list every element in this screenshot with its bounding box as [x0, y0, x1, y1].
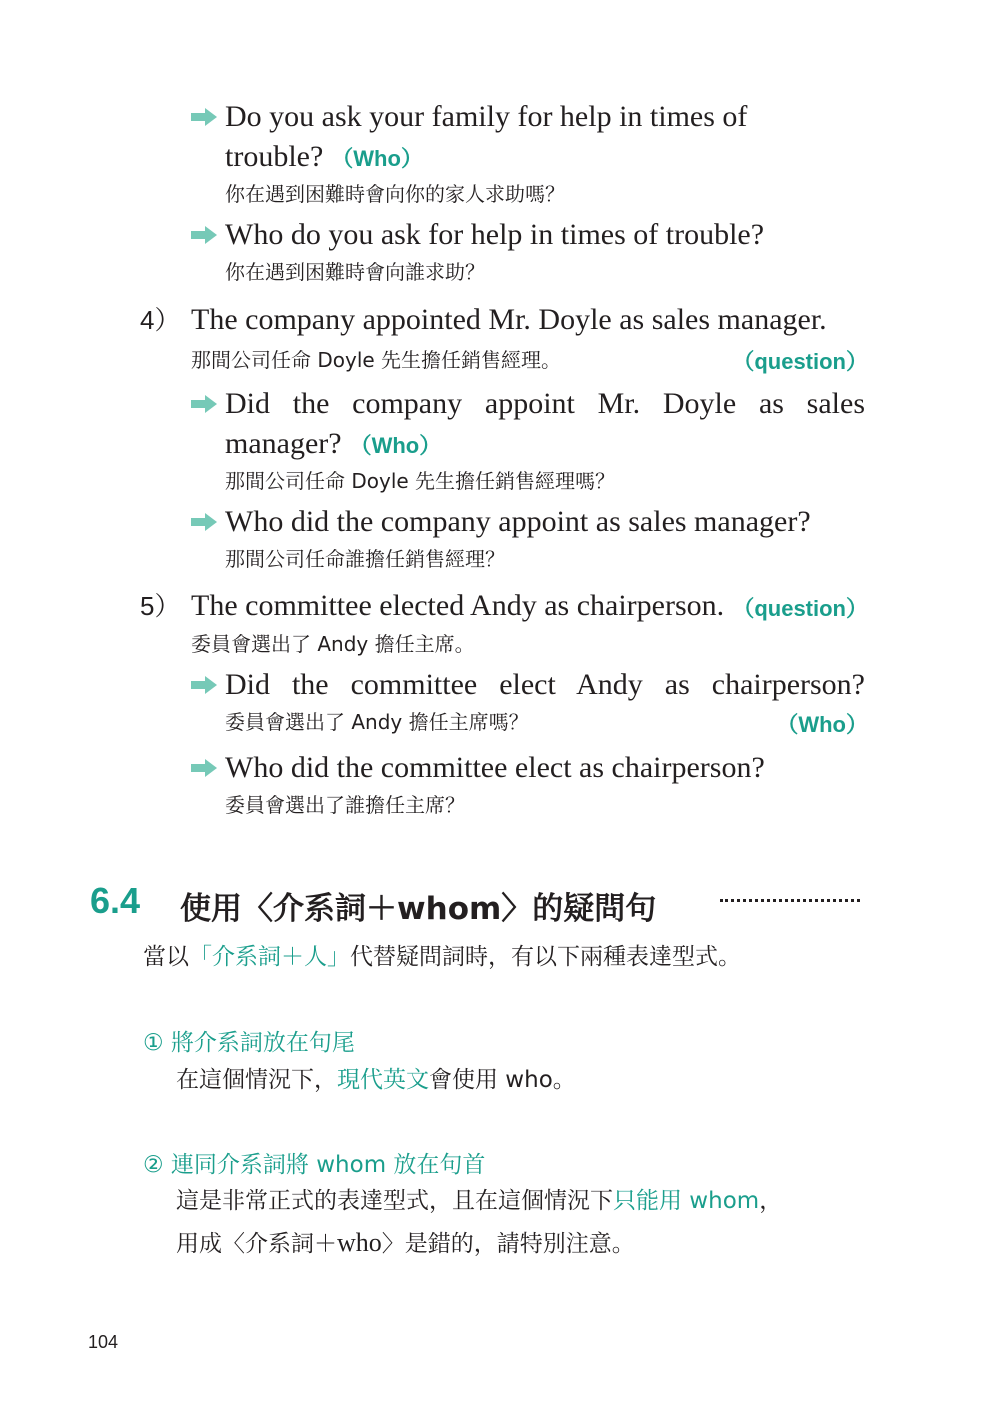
example-sentence-text: trouble? — [225, 140, 324, 173]
example-sentence-line2 — [225, 137, 423, 179]
translation: 你在遇到困難時會向誰求助？ — [225, 260, 485, 284]
section-number: 6.4 — [90, 880, 141, 921]
example-sentence-text: manager? — [225, 427, 342, 460]
example-sentence: Did the committee elect Andy as chairperson? — [225, 668, 865, 701]
arrow-right-icon — [191, 676, 217, 694]
item1-body — [176, 1063, 576, 1097]
section-intro — [143, 940, 741, 974]
heading-dotted-leader — [720, 899, 860, 902]
body-text: 會使用 who。 — [429, 1067, 576, 1093]
translation: 你在遇到困難時會向你的家人求助嗎？ — [225, 182, 565, 206]
question-word-tag: （Who） — [776, 712, 868, 737]
translation: 委員會選出了 Andy 擔任主席嗎？ — [225, 710, 529, 734]
body-english-word: who — [337, 1228, 382, 1257]
body-text: 用成〈介系詞＋ — [176, 1231, 337, 1257]
body-text: ， — [759, 1188, 783, 1214]
section-title: 使用〈介系詞＋whom〉的疑問句 — [180, 891, 657, 927]
example-number: 4） — [140, 305, 181, 335]
arrow-right-icon — [191, 108, 217, 126]
example-sentence: Who do you ask for help in times of trouble? — [225, 218, 765, 251]
instruction-tag: （question） — [732, 596, 868, 621]
body-text: 在這個情況下， — [176, 1067, 337, 1093]
translation: 委員會選出了誰擔任主席？ — [225, 793, 465, 817]
intro-highlight: 「介系詞＋人」 — [189, 944, 350, 970]
body-text: 這是非常正式的表達型式，且在這個情況下 — [176, 1188, 613, 1214]
subheading-1: ① 將介系詞放在句尾 — [143, 1030, 355, 1056]
body-highlight: 只能用 whom — [613, 1188, 760, 1214]
instruction-tag: （question） — [732, 349, 868, 374]
example-sentence: Who did the committee elect as chairperson? — [225, 751, 765, 784]
question-word-tag: （Who） — [349, 433, 442, 458]
item2-body-line1 — [176, 1184, 782, 1218]
example-sentence: Did the company appoint Mr. Doyle as sales — [225, 387, 865, 420]
example-sentence: Do you ask your family for help in times of — [225, 100, 748, 133]
body-highlight: 現代英文 — [337, 1067, 429, 1093]
example-sentence: Who did the company appoint as sales manager? — [225, 505, 811, 538]
example-sentence: The committee elected Andy as chairperson. — [191, 589, 725, 622]
translation: 那間公司任命 Doyle 先生擔任銷售經理。 — [191, 348, 562, 372]
page-number: 104 — [88, 1332, 119, 1352]
example-number: 5） — [140, 591, 181, 621]
item2-body-line2 — [176, 1226, 635, 1261]
translation: 那間公司任命誰擔任銷售經理？ — [225, 547, 505, 571]
question-word-tag: （Who） — [331, 146, 423, 171]
translation: 委員會選出了 Andy 擔任主席。 — [191, 632, 475, 656]
arrow-right-icon — [191, 759, 217, 777]
translation: 那間公司任命 Doyle 先生擔任銷售經理嗎？ — [225, 469, 616, 493]
intro-text: 當以 — [143, 944, 189, 970]
arrow-right-icon — [191, 395, 217, 413]
arrow-right-icon — [191, 513, 217, 531]
example-sentence-line2 — [225, 424, 441, 466]
intro-text: 代替疑問詞時，有以下兩種表達型式。 — [350, 944, 741, 970]
body-text: 〉是錯的，請特別注意。 — [381, 1231, 635, 1257]
subheading-2: ② 連同介系詞將 whom 放在句首 — [143, 1152, 486, 1178]
arrow-right-icon — [191, 226, 217, 244]
example-sentence: The company appointed Mr. Doyle as sales manager. — [191, 303, 827, 336]
